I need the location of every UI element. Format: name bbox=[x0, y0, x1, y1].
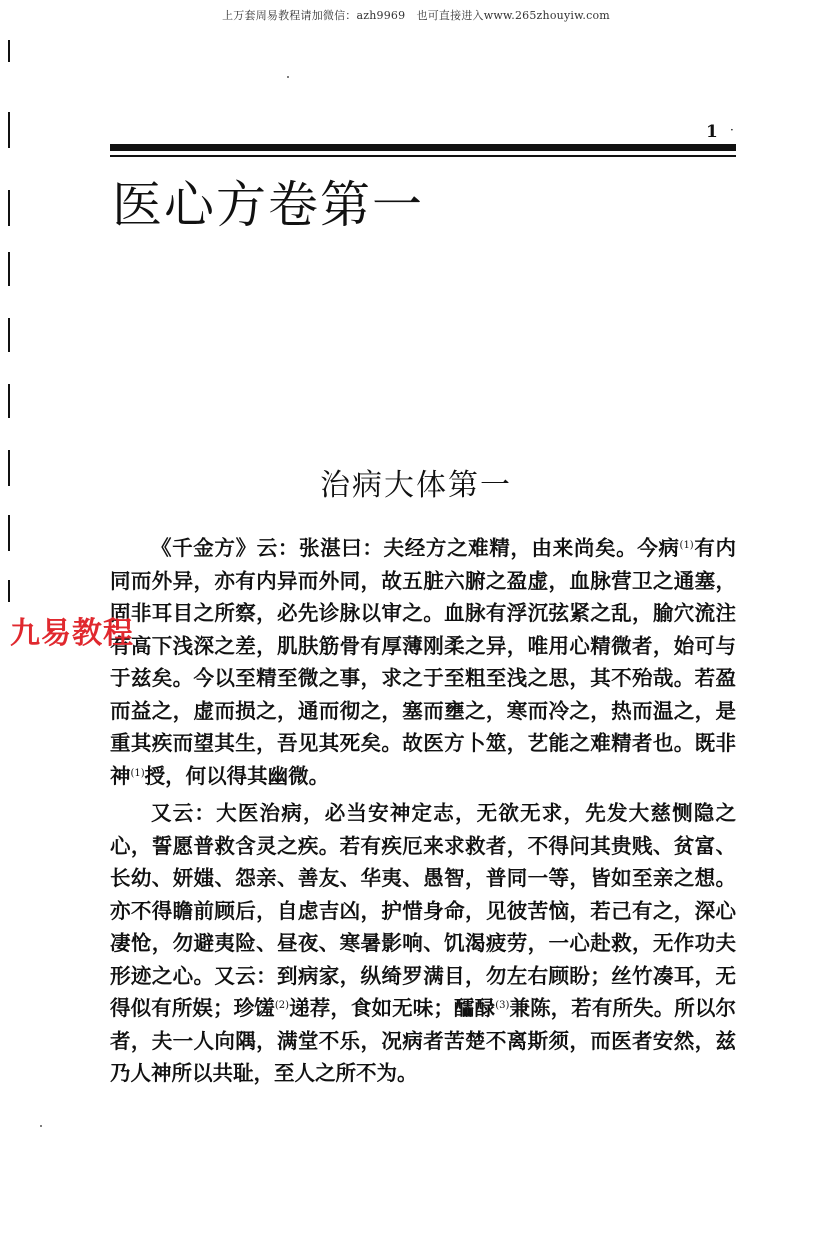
binding-mark bbox=[8, 112, 10, 148]
paragraph-text: 有内同而外异，亦有内异而外同，故五脏六腑之盈虚，血脉营卫之通塞，固非耳目之所察，必先诊脉以审之。血脉有浮沉弦紧之乱，腧穴流注有高下浅深之差，肌肤筋骨有厚薄刚柔之异，唯用心精微者，始可与于兹矣。今以至精至微之事，求之于至粗至浅之思，其不殆哉。若盈而益之，虚而损之，通而彻之，塞而壅之，寒而冷之，热而温之，是重其疾而望其生，吾见其死矣。故医方卜筮，艺能之难精者也。既非神 bbox=[110, 536, 737, 788]
binding-mark bbox=[8, 384, 10, 418]
header-rule-thin bbox=[110, 155, 736, 157]
binding-mark bbox=[8, 318, 10, 352]
footnote-marker: (1) bbox=[130, 767, 145, 779]
paragraph-text: 又云：大医治病，必当安神定志，无欲无求，先发大慈恻隐之心，誓愿普救含灵之疾。若有疾厄来求救者，不得问其贵贱、贫富、长幼、妍媸、怨亲、善友、华夷、愚智，普同一等，皆如至亲之想。亦不得瞻前顾后，自虑吉凶，护惜身命，见彼苦恼，若己有之，深心凄怆，勿避夷险、昼夜、寒暑影响、饥渴疲劳，一心赴救，无作功夫形迹之心。又云：到病家，纵绮罗满目，勿左右顾盼；丝竹凑耳，无得似有所娱；珍馐 bbox=[110, 801, 736, 1020]
scan-speck bbox=[287, 76, 289, 78]
page-number-dot: · bbox=[730, 123, 734, 137]
top-note: 上万套周易教程请加微信：azh9969 也可直接进入www.265zhouyiw.com bbox=[222, 9, 610, 22]
page-number: 1 bbox=[706, 122, 718, 142]
watermark-logo: 九易教程 bbox=[10, 616, 134, 651]
binding-mark bbox=[8, 190, 10, 226]
footnote-marker: (1) bbox=[679, 540, 694, 551]
header-rule-thick bbox=[110, 144, 736, 151]
binding-mark bbox=[8, 515, 10, 551]
footnote-marker: (3) bbox=[495, 1000, 510, 1011]
scan-speck bbox=[40, 1125, 42, 1127]
body-text bbox=[110, 532, 736, 1090]
footnote-marker: (2) bbox=[274, 1000, 290, 1011]
binding-mark bbox=[8, 252, 10, 286]
paragraph-text: 《千金方》云：张湛曰：夫经方之难精，由来尚矣。今病 bbox=[151, 536, 680, 560]
paragraph-text: 授，何以得其幽微。 bbox=[144, 763, 330, 788]
body-paragraph bbox=[110, 532, 736, 792]
binding-mark bbox=[8, 580, 10, 602]
binding-mark bbox=[8, 40, 10, 62]
paragraph-text: 递荐，食如无味；醽醁 bbox=[289, 996, 496, 1020]
body-paragraph bbox=[110, 797, 736, 1090]
chapter-title: 医心方卷第一 bbox=[112, 176, 424, 234]
section-title: 治病大体第一 bbox=[320, 468, 512, 503]
paragraph-text: 兼陈，若有所失。所以尔者，夫一人向隅，满堂不乐，况病者苦楚不离斯须，而医者安然，兹乃人神所以共耻，至人之所不为。 bbox=[110, 996, 737, 1085]
